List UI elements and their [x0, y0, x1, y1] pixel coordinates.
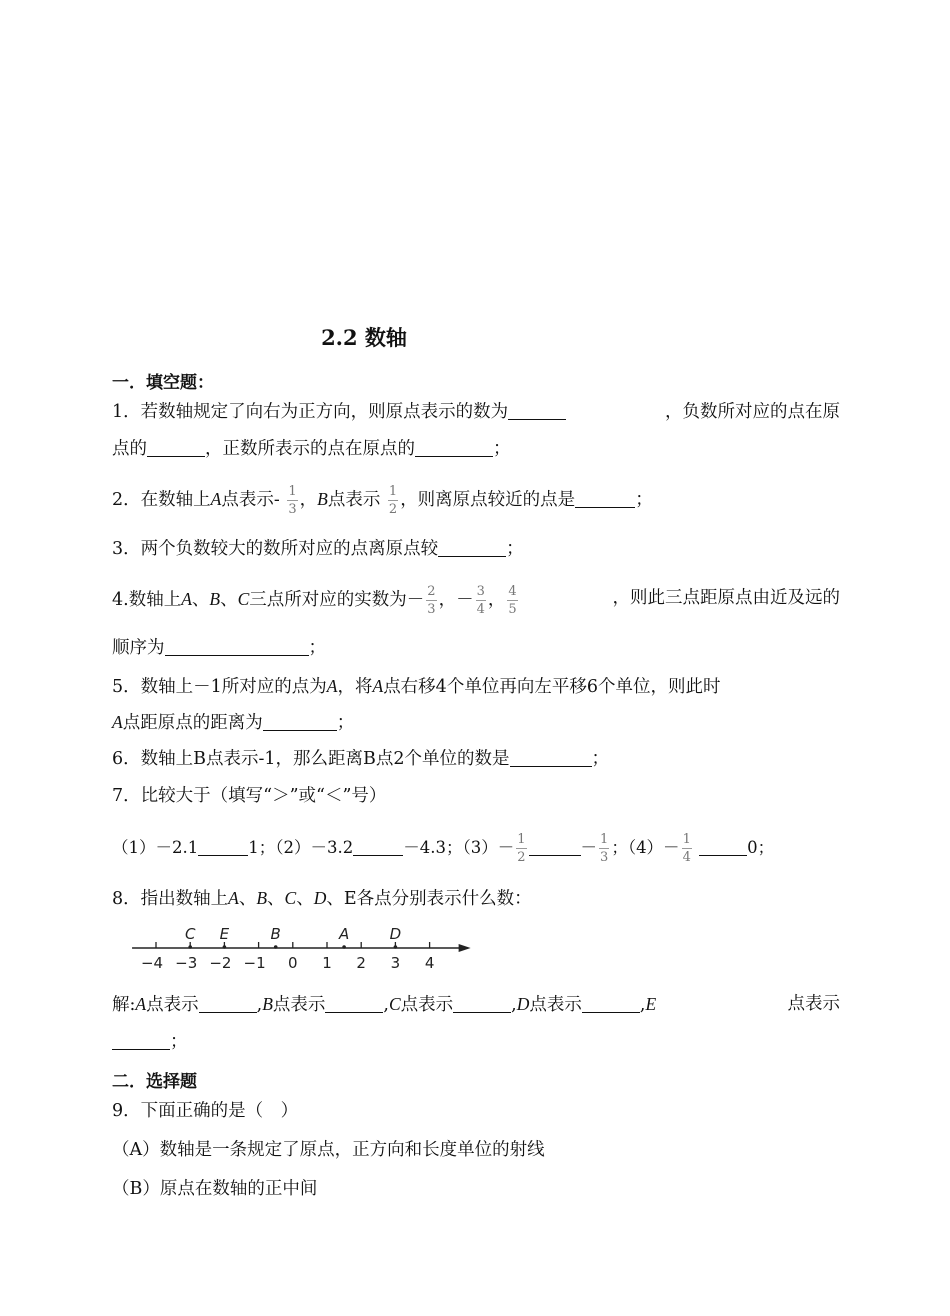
answer-blank[interactable] [199, 994, 257, 1013]
question-3: 3．两个负数较大的数所对应的点离原点较 ； [112, 539, 524, 559]
fraction: $\frac{3}{4}$ [476, 584, 485, 617]
question-1-line-2: 点的 ，正数所表示的点在原点的 ； [112, 439, 511, 459]
number-line [126, 918, 476, 974]
answer-blank[interactable] [165, 637, 309, 656]
answer-8-line-2: ； [112, 1028, 188, 1056]
answer-blank[interactable] [508, 401, 566, 420]
fraction: $\frac{1}{3}$ [600, 832, 609, 865]
fraction: $\frac{1}{2}$ [388, 484, 398, 517]
answer-blank[interactable] [263, 712, 337, 731]
answer-blank[interactable] [353, 837, 403, 856]
fraction: $\frac{1}{4}$ [682, 832, 691, 865]
number-line-arrow [459, 944, 471, 952]
question-6: 6．数轴上B点表示-1，那么距离B点2个单位的数是 ； [112, 749, 610, 769]
number-line-tick-label: −3 [175, 954, 198, 972]
answer-blank[interactable] [575, 489, 635, 508]
fraction: $\frac{1}{2}$ [517, 832, 526, 865]
question-5-line-1: 5．数轴上－1所对应的点为A，将A点右移4个单位再向左平移6个单位，则此时 [112, 676, 721, 697]
answer-blank[interactable] [582, 994, 640, 1013]
number-line-point-label-A: A [338, 925, 350, 943]
fraction: $\frac{1}{3}$ [288, 484, 297, 517]
number-line-tick-label: 1 [322, 954, 332, 972]
answer-blank[interactable] [510, 748, 592, 767]
question-4-line-2: 顺序为 ； [112, 638, 326, 658]
answer-blank[interactable] [699, 837, 747, 856]
question-4-line-1: 4.数轴上A、B、C三点所对应的实数为－ $\frac{2}{3}$ ，－ $\frac{3}{4}$ ， $\frac{4}{5}$ ，则此三点距原点由近及远的 [112, 584, 840, 617]
number-line-point-label-D: D [389, 925, 402, 943]
number-line-tick-label: 3 [390, 954, 401, 972]
answer-blank[interactable] [112, 1031, 170, 1050]
number-line-tick-label: −4 [140, 954, 164, 972]
number-line-point-label-C: C [184, 925, 196, 943]
number-line-point-B [274, 945, 278, 949]
question-7-items: （1）－2.1 1；（2）－3.2 －4.3；（3）－ $\frac{1}{2}$ － $\frac{1}{3}$ ；（4）－ $\frac{1}{4}$ 0； [112, 832, 775, 865]
number-line-tick-label: 0 [288, 954, 298, 972]
number-line-tick-label: −1 [243, 954, 266, 972]
number-line-point-D [394, 945, 398, 949]
number-line-point-label-B: B [270, 925, 281, 943]
fraction: $\frac{2}{3}$ [427, 584, 436, 617]
question-9: 9．下面正确的是（ ） [112, 1101, 299, 1121]
question-8: 8．指出数轴上A、B、C、D、E各点分别表示什么数： [112, 888, 532, 909]
number-line-tick-label: 4 [424, 954, 435, 972]
question-7-instruction: 7．比较大于（填写“＞”或“＜”号） [112, 786, 387, 806]
answer-blank[interactable] [529, 837, 581, 856]
section-fill-blank-heading: 一．填空题： [112, 373, 214, 393]
number-line-point-A [342, 945, 346, 949]
number-line-tick-label: 2 [356, 954, 366, 972]
question-9-option-a: （A）数轴是一条规定了原点，正方向和长度单位的射线 [112, 1140, 545, 1160]
question-5-line-2: A点距原点的距离为 ； [112, 712, 355, 733]
page-title: 2.2 数轴 [321, 325, 407, 350]
answer-blank[interactable] [147, 438, 205, 457]
answer-blank[interactable] [325, 994, 383, 1013]
question-9-option-b: （B）原点在数轴的正中间 [112, 1179, 318, 1199]
answer-blank[interactable] [198, 837, 248, 856]
question-1-line-1: 1．若数轴规定了向右为正方向，则原点表示的数为 ，负数所对应的点在原 [112, 402, 840, 422]
answer-blank[interactable] [415, 438, 493, 457]
answer-blank[interactable] [453, 994, 511, 1013]
number-line-tick-label: −2 [209, 954, 232, 972]
number-line-point-C [188, 945, 192, 949]
section-choice-heading: 二．选择题 [112, 1072, 197, 1092]
question-2: 2．在数轴上A点表示- $\frac{1}{3}$ ，B点表示 $\frac{1}{2}$ ，则离原点较近的点是 ； [112, 484, 653, 517]
number-line-point-label-E: E [219, 925, 230, 943]
number-line-point-E [223, 945, 227, 949]
fraction: $\frac{4}{5}$ [508, 584, 517, 617]
answer-blank[interactable] [438, 538, 506, 557]
answer-8-line-1: 解:A点表示 ,B点表示 ,C点表示 ,D点表示 ,E 点表示 [112, 994, 840, 1015]
